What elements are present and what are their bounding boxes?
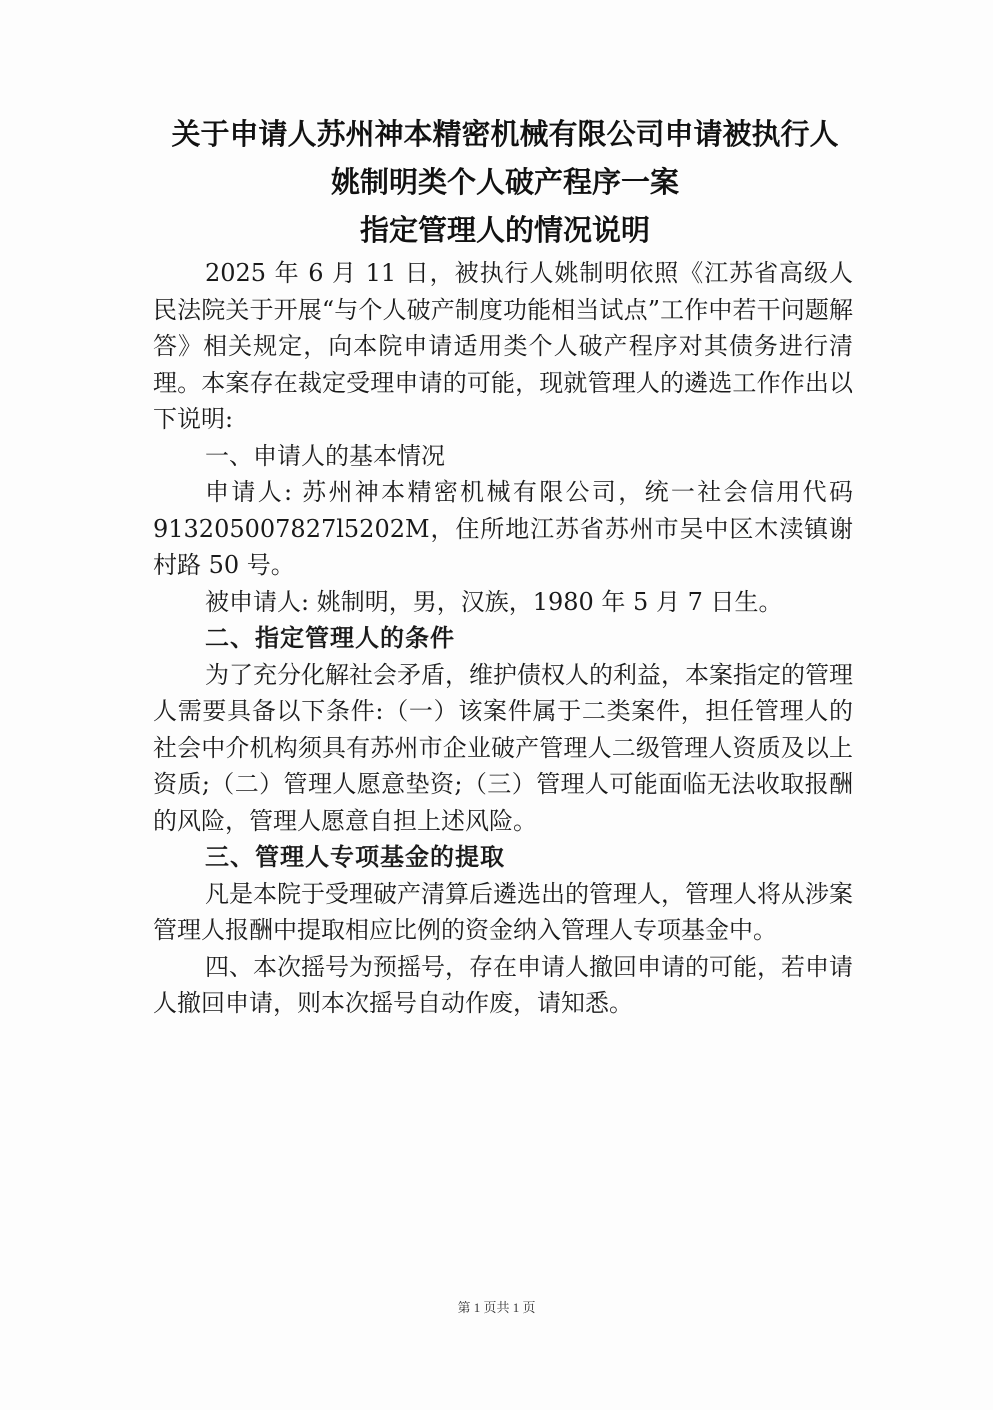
section-2-heading: 二、指定管理人的条件 (205, 624, 455, 652)
page-number-footer: 第 1 页共 1 页 (457, 1300, 536, 1315)
applicant-paragraph: 申请人: 苏州神本精密机械有限公司，统一社会信用代码 913205007827l5202M，住所地江苏省苏州市吴中区木渎镇谢村路 50 号。 (153, 478, 853, 579)
title-line-3: 指定管理人的情况说明 (359, 213, 650, 247)
respondent-paragraph: 被申请人: 姚制明，男，汉族，1980 年 5 月 7 日生。 (205, 587, 783, 616)
conditions-paragraph: 为了充分化解社会矛盾，维护债权人的利益，本案指定的管理人需要具备以下条件:（一）该案件属于二类案件，担任管理人的社会中介机构须具有苏州市企业破产管理人二级管理人资质及以上资质;（二）管理人愿意垫资;（三）管理人可能面临无法收取报酬的风险，管理人愿意自担上述风险。 (153, 660, 853, 835)
intro-paragraph: 2025 年 6 月 11 日，被执行人姚制明依照《江苏省高级人民法院关于开展“与个人破产制度功能相当试点”工作中若干问题解答》相关规定，向本院申请适用类个人破产程序对其债务进行清理。本案存在裁定受理申请的可能，现就管理人的遴选工作作出以下说明: (153, 259, 853, 433)
section-4-paragraph: 四、本次摇号为预摇号，存在申请人撤回申请的可能，若申请人撤回申请，则本次摇号自动作废，请知悉。 (153, 952, 853, 1017)
title-line-1: 关于申请人苏州神本精密机械有限公司申请被执行人 (171, 117, 839, 151)
fund-paragraph: 凡是本院于受理破产清算后遴选出的管理人，管理人将从涉案管理人报酬中提取相应比例的资金纳入管理人专项基金中。 (153, 879, 853, 944)
document-title (120, 110, 890, 254)
title-line-2: 姚制明类个人破产程序一案 (330, 165, 679, 199)
section-1-heading: 一、申请人的基本情况 (205, 441, 445, 470)
document-body (153, 255, 853, 1022)
section-3-heading: 三、管理人专项基金的提取 (205, 843, 505, 871)
